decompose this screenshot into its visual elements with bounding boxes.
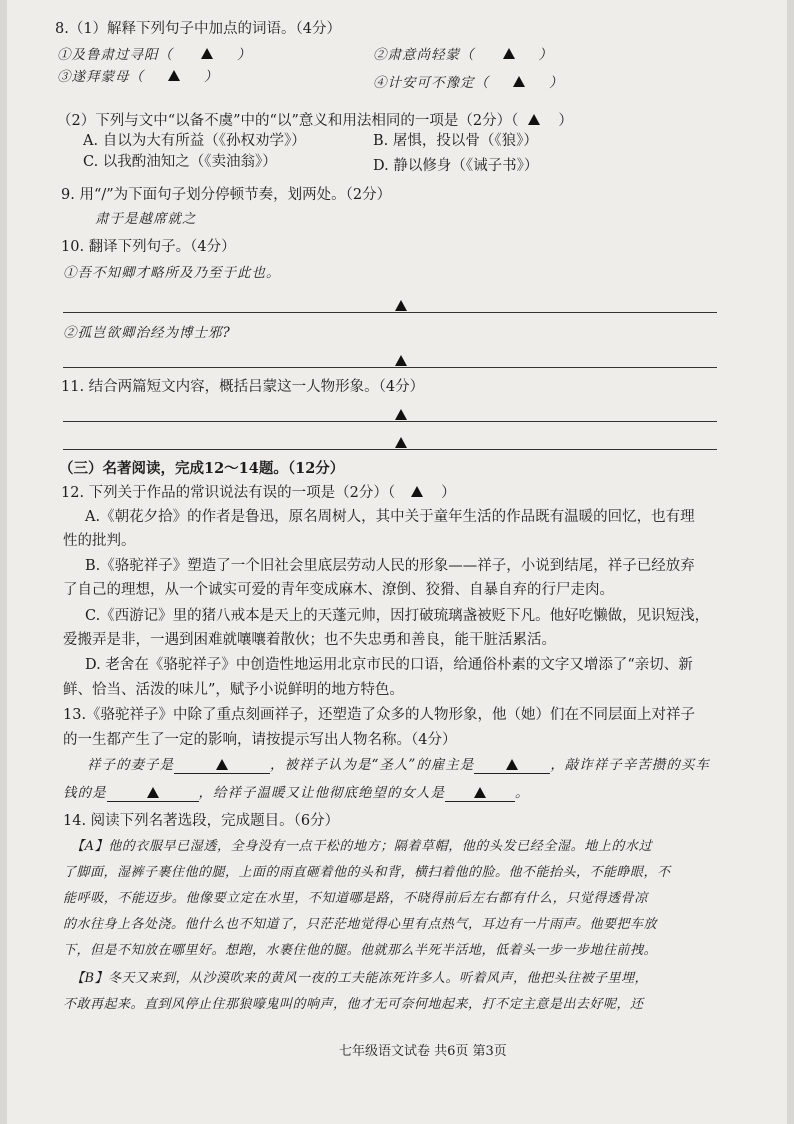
q12-option-b-line1: B.《骆驼祥子》塑造了一个旧社会里底层劳动人民的形象——祥子，小说到结尾，祥子已经放弃 — [85, 558, 695, 574]
answer-marker-icon — [513, 76, 525, 87]
q8-item-2 — [373, 46, 553, 64]
answer-line[interactable] — [63, 421, 717, 422]
blank-wife[interactable] — [174, 757, 270, 774]
blank-employer[interactable] — [474, 757, 550, 774]
section-3-title: （三）名著阅读，完成12～14题。（12分） — [59, 460, 345, 477]
q12-stem-text: 12. 下列关于作品的常识说法有误的一项是（2分）（ — [61, 485, 396, 501]
q14-excerpt-a-line2: 了脚面，湿裤子裹住他的腿，上面的雨直砸着他的头和背，横扫着他的脸。他不能抬头，不能睁眼，不 — [63, 865, 671, 880]
blank-extortioner[interactable] — [107, 785, 199, 802]
q13-prompt-extortion-end: 钱的是 — [63, 785, 107, 801]
q14-excerpt-a-line3: 能呼吸，不能迈步。他像要立定在水里，不知道哪是路，不晓得前后左右都有什么，只觉得透骨凉 — [63, 891, 648, 906]
q8-close: ） — [558, 113, 573, 129]
q8-item-3-text: ③遂拜蒙母（ — [57, 69, 144, 85]
q12-option-c-line2: 爱搬弄是非，一遇到困难就嚷嚷着散伙；也不失忠勇和善良，能干脏活累活。 — [63, 632, 556, 648]
q12-option-d-line2: 鲜、恰当、活泼的味儿”，赋予小说鲜明的地方特色。 — [63, 682, 404, 698]
page-footer: 七年级语文试卷 共6页 第3页 — [339, 1044, 507, 1059]
q8-sub2 — [57, 112, 573, 130]
q13-line1: 13.《骆驼祥子》中除了重点刻画祥子，还塑造了众多的人物形象，他（她）们在不同层面上对祥子 — [63, 707, 696, 723]
q8-option-b: B. 屠惧，投以骨（《狼》） — [373, 133, 538, 149]
q13-prompt-extortion: ，敲诈祥子辛苦攒的买车 — [550, 757, 710, 773]
q8-close: ） — [549, 75, 564, 91]
q13-line2: 的一生都产生了一定的影响，请按提示写出人物名称。（4分） — [63, 732, 457, 748]
q13-prompt-wife: 祥子的妻子是 — [87, 757, 174, 773]
blank-woman[interactable] — [445, 785, 515, 802]
answer-marker-icon — [147, 787, 159, 798]
q8-option-a: A. 自以为大有所益（《孙权劝学》） — [83, 133, 306, 149]
q8-option-d: D. 静以修身（《诫子书》） — [373, 158, 539, 174]
q13-prompt-woman: ，给祥子温暖又让他彻底绝望的女人是 — [198, 785, 445, 801]
answer-marker-icon — [216, 759, 228, 770]
q13-fill-row-1 — [87, 756, 710, 774]
answer-marker-icon — [506, 759, 518, 770]
answer-marker-icon — [201, 48, 213, 59]
q14-stem: 14. 阅读下列名著选段，完成题目。（6分） — [63, 813, 340, 829]
q8-close: ） — [237, 47, 252, 63]
q9-stem: 9. 用“/”为下面句子划分停顿节奏，划两处。（2分） — [61, 187, 392, 203]
answer-line[interactable] — [63, 449, 717, 450]
q12-option-a-line1: A.《朝花夕拾》的作者是鲁迅，原名周树人，其中关于童年生活的作品既有温暖的回忆，也有理 — [85, 509, 695, 525]
q14-excerpt-a-line4: 的水往身上各处浇。他什么也不知道了，只茫茫地觉得心里有点热气，耳边有一片雨声。他要把车放 — [63, 917, 658, 932]
q8-item-2-text: ②肃意尚轻蒙（ — [373, 47, 475, 63]
q14-excerpt-a-line1: 【A】他的衣服早已湿透，全身没有一点干松的地方；隔着草帽，他的头发已经全湿。地上的水过 — [71, 839, 653, 854]
answer-line[interactable] — [63, 367, 717, 368]
q10-sentence-1: ①吾不知卿才略所及乃至于此也。 — [63, 265, 281, 281]
q11-stem: 11. 结合两篇短文内容，概括吕蒙这一人物形象。（4分） — [61, 379, 425, 395]
answer-marker-icon — [474, 787, 486, 798]
q9-sentence: 肃于是越席就之 — [95, 211, 197, 227]
answer-line[interactable] — [63, 312, 717, 313]
q8-item-1-text: ①及鲁肃过寻阳（ — [57, 47, 173, 63]
q12-option-b-line2: 了自己的理想，从一个诚实可爱的青年变成麻木、潦倒、狡猾、自暴自弃的行尸走肉。 — [63, 582, 614, 598]
answer-marker-icon — [503, 48, 515, 59]
q13-prompt-employer: ，被祥子认为是“圣人”的雇主是 — [270, 757, 475, 773]
q13-end: 。 — [515, 785, 530, 801]
answer-marker-icon — [168, 70, 180, 81]
answer-marker-icon — [411, 486, 423, 497]
q10-stem: 10. 翻译下列句子。（4分） — [61, 239, 236, 255]
q8-stem: 8.（1）解释下列句子中加点的词语。（4分） — [55, 21, 342, 37]
q14-excerpt-a-line5: 下，但是不知放在哪里好。想跑，水裹住他的腿。他就那么半死半活地，低着头一步一步地往前拽。 — [63, 943, 658, 958]
q12-option-c-line1: C.《西游记》里的猪八戒本是天上的天蓬元帅，因打破琉璃盏被贬下凡。他好吃懒做，见识短浅， — [85, 608, 710, 624]
q8-close: ） — [538, 47, 553, 63]
q13-fill-row-2 — [63, 784, 530, 802]
q8-item-3 — [57, 68, 219, 86]
q12-option-d-line1: D. 老舍在《骆驼祥子》中创造性地运用北京市民的口语，给通俗朴素的文字又增添了“亲切、新 — [85, 657, 693, 673]
answer-marker-icon — [528, 114, 540, 125]
q14-excerpt-b-line1: 【B】冬天又来到，从沙漠吹来的黄风一夜的工夫能冻死许多人。听着风声，他把头往被子里埋， — [71, 971, 649, 986]
q12-option-a-line2: 性的批判。 — [63, 533, 136, 549]
q12-close: ） — [441, 485, 456, 501]
exam-page — [7, 0, 787, 1124]
q8-item-4 — [373, 74, 564, 92]
q14-excerpt-b-line2: 不敢再起来。直到风停止住那狼嚎鬼叫的响声，他才无可奈何地起来，打不定主意是出去好呢，还 — [63, 997, 644, 1012]
q12-stem — [61, 484, 456, 502]
q8-item-4-text: ④计安可不豫定（ — [373, 75, 489, 91]
q10-sentence-2: ②孤岂欲卿治经为博士邪? — [63, 325, 231, 341]
q8-item-1 — [57, 46, 252, 64]
q8-option-c: C. 以我酌油知之（《卖油翁》） — [83, 154, 277, 170]
q8-close: ） — [204, 69, 219, 85]
q8-sub2-text: （2）下列与文中“以备不虞”中的“以”意义和用法相同的一项是（2分）（ — [57, 113, 519, 129]
